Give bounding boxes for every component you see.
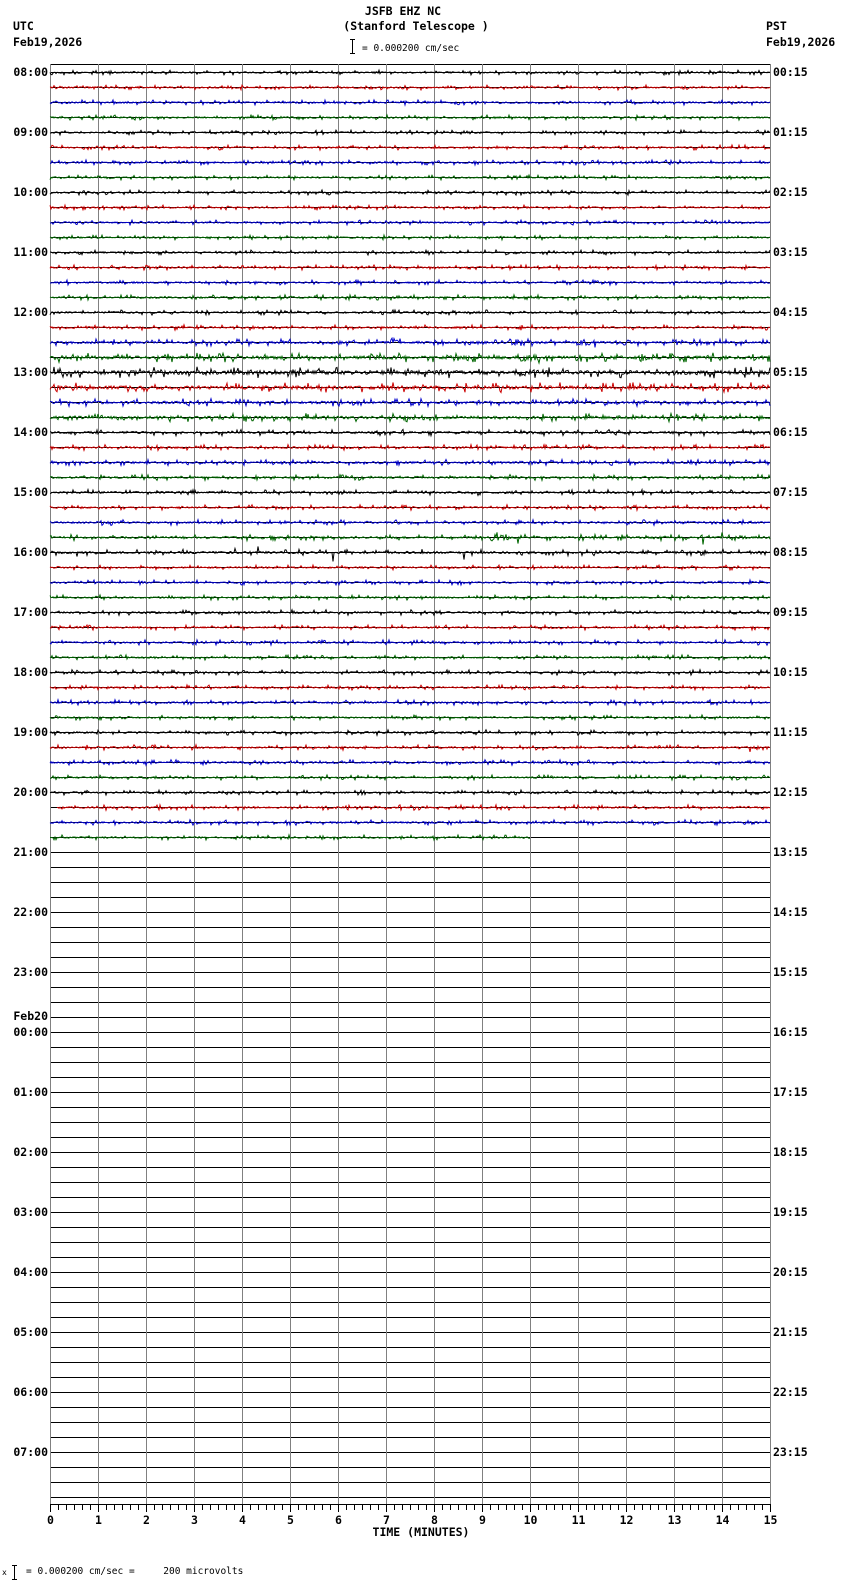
pst-hour-label: 22:15 <box>773 1385 808 1399</box>
pst-hour-label: 05:15 <box>773 365 808 379</box>
utc-hour-label: 15:00 <box>13 485 48 499</box>
utc-hour-label: 22:00 <box>13 905 48 919</box>
utc-hour-label: 08:00 <box>13 65 48 79</box>
pst-hour-label: 01:15 <box>773 125 808 139</box>
utc-hour-label: 03:00 <box>13 1205 48 1219</box>
utc-hour-label: 23:00 <box>13 965 48 979</box>
seismic-trace <box>50 625 770 630</box>
utc-hour-label: 14:00 <box>13 425 48 439</box>
seismic-trace <box>50 175 770 180</box>
footer-prefix: x <box>2 1568 7 1577</box>
utc-hour-label: 10:00 <box>13 185 48 199</box>
x-tick-label: 7 <box>383 1513 390 1527</box>
x-tick-label: 11 <box>571 1513 586 1527</box>
pst-hour-label: 02:15 <box>773 185 808 199</box>
scale-legend: = 0.000200 cm/sec <box>362 43 460 54</box>
pst-hour-label: 03:15 <box>773 245 808 259</box>
utc-hour-label: 09:00 <box>13 125 48 139</box>
utc-hour-label: 12:00 <box>13 305 48 319</box>
seismic-trace <box>50 640 770 645</box>
utc-hour-label: 17:00 <box>13 605 48 619</box>
pst-hour-label: 21:15 <box>773 1325 808 1339</box>
x-tick-label: 12 <box>619 1513 634 1527</box>
station-subtitle: (Stanford Telescope ) <box>343 19 489 33</box>
seismic-trace <box>50 475 770 481</box>
pst-hour-label: 16:15 <box>773 1025 808 1039</box>
x-tick-label: 10 <box>523 1513 538 1527</box>
x-tick-label: 6 <box>335 1513 342 1527</box>
utc-hour-label: 13:00 <box>13 365 48 379</box>
utc-hour-label: 16:00 <box>13 545 48 559</box>
date-change-label: Feb20 <box>13 1009 48 1023</box>
x-tick-label: 2 <box>143 1513 150 1527</box>
x-tick-label: 3 <box>191 1513 198 1527</box>
pst-hour-label: 23:15 <box>773 1445 808 1459</box>
pst-hour-label: 07:15 <box>773 485 808 499</box>
utc-hour-label: 07:00 <box>13 1445 48 1459</box>
seismic-trace <box>50 547 770 562</box>
utc-hour-label: 21:00 <box>13 845 48 859</box>
seismic-trace <box>50 715 770 720</box>
pst-hour-label: 06:15 <box>773 425 808 439</box>
pst-hour-label: 15:15 <box>773 965 808 979</box>
utc-hour-label: 00:00 <box>13 1025 48 1039</box>
seismic-trace <box>50 295 770 300</box>
seismic-trace <box>50 790 770 795</box>
x-tick-label: 1 <box>95 1513 102 1527</box>
footer-scale-legend: = 0.000200 cm/sec = 200 microvolts <box>26 1566 244 1577</box>
seismic-trace <box>50 505 770 510</box>
x-tick-label: 14 <box>715 1513 730 1527</box>
seismic-trace <box>50 250 770 255</box>
seismic-trace <box>50 235 770 240</box>
utc-hour-label: 20:00 <box>13 785 48 799</box>
scale-bar-icon <box>349 39 356 54</box>
pst-hour-label: 13:15 <box>773 845 808 859</box>
pst-hour-label: 18:15 <box>773 1145 808 1159</box>
pst-hour-label: 00:15 <box>773 65 808 79</box>
utc-hour-label: 18:00 <box>13 665 48 679</box>
x-tick-label: 9 <box>479 1513 486 1527</box>
utc-hour-label: 06:00 <box>13 1385 48 1399</box>
pst-hour-label: 09:15 <box>773 605 808 619</box>
seismic-trace <box>50 325 770 330</box>
utc-hour-label: 11:00 <box>13 245 48 259</box>
pst-hour-label: 20:15 <box>773 1265 808 1279</box>
seismic-trace <box>50 399 770 407</box>
seismic-trace <box>50 85 770 90</box>
station-title: JSFB EHZ NC <box>364 4 442 18</box>
seismic-trace <box>50 610 770 615</box>
seismic-trace <box>50 382 770 392</box>
seismic-trace <box>50 775 770 780</box>
x-tick-label: 0 <box>47 1513 54 1527</box>
utc-hour-label: 05:00 <box>13 1325 48 1339</box>
utc-hour-label: 04:00 <box>13 1265 48 1279</box>
seismic-trace <box>50 532 770 544</box>
seismic-trace <box>50 70 770 75</box>
right-date: Feb19,2026 <box>766 35 836 49</box>
pst-hour-label: 14:15 <box>773 905 808 919</box>
pst-hour-label: 04:15 <box>773 305 808 319</box>
x-tick-label: 13 <box>667 1513 682 1527</box>
seismic-trace <box>50 820 770 825</box>
x-tick-label: 15 <box>763 1513 778 1527</box>
x-tick-label: 4 <box>239 1513 246 1527</box>
pst-hour-label: 10:15 <box>773 665 808 679</box>
left-date: Feb19,2026 <box>13 35 83 49</box>
x-tick-label: 8 <box>431 1513 438 1527</box>
pst-hour-label: 12:15 <box>773 785 808 799</box>
pst-hour-label: 08:15 <box>773 545 808 559</box>
seismic-trace <box>50 745 770 752</box>
pst-hour-label: 11:15 <box>773 725 808 739</box>
pst-hour-label: 17:15 <box>773 1085 808 1099</box>
pst-hour-label: 19:15 <box>773 1205 808 1219</box>
seismic-trace <box>50 205 770 210</box>
utc-hour-label: 02:00 <box>13 1145 48 1159</box>
right-timezone: PST <box>766 19 787 33</box>
utc-hour-label: 01:00 <box>13 1085 48 1099</box>
x-axis-title: TIME (MINUTES) <box>372 1525 470 1539</box>
x-tick-label: 5 <box>287 1513 294 1527</box>
left-timezone: UTC <box>13 19 34 33</box>
seismic-trace <box>50 190 770 195</box>
utc-hour-label: 19:00 <box>13 725 48 739</box>
footer-scale-bar-icon <box>11 1565 18 1580</box>
